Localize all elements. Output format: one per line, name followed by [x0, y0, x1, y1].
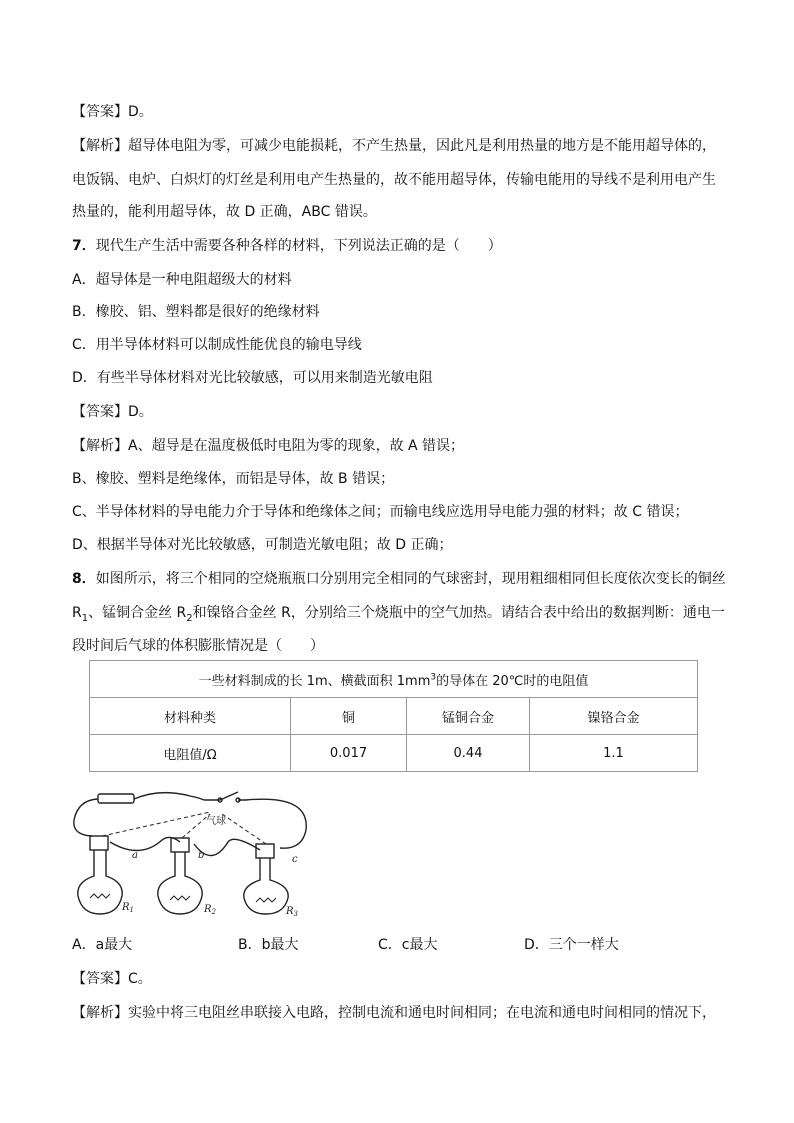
q7-option-a: A．超导体是一种电阻超级大的材料: [72, 272, 292, 288]
balloon-label: 气球: [206, 816, 226, 827]
q7-analysis-1: 【解析】A、超导是在温度极低时电阻为零的现象，故 A 错误；: [72, 438, 465, 454]
table-header-cell: 镍铬合金: [530, 698, 698, 735]
table-caption-a: 一些材料制成的长 1m、横截面积 1mm: [198, 673, 431, 689]
flask-2: [158, 850, 205, 914]
label-r3: $R_3$: [286, 906, 298, 918]
label-r2: $R_2$: [204, 904, 216, 916]
table-caption-sup: 3: [430, 672, 437, 683]
question-8-text-2b: 、锰铜合金丝 R: [88, 605, 187, 621]
flask-1: [78, 850, 122, 914]
analysis-line-1b: 电饭锅、电炉、白炽灯的灯丝是利用电产生热量的，故不能用超导体，传输电能用的导线不是利用电产生: [72, 172, 716, 188]
table-cell: 0.017: [291, 735, 407, 772]
balloon-1: [90, 836, 108, 850]
analysis-line-1c: 热量的，能利用超导体，故 D 正确，ABC 错误。: [72, 204, 377, 220]
pointer-line: [222, 814, 266, 844]
table-header-cell: 材料种类: [90, 698, 291, 735]
wire-a: [110, 837, 180, 850]
question-7-number: 7．: [72, 238, 96, 254]
r2-subscript: 2: [186, 612, 193, 624]
pointer-line: [102, 812, 210, 836]
q7-option-c: C．用半导体材料可以制成性能优良的输电导线: [72, 337, 362, 353]
label-a: a: [132, 850, 138, 861]
battery-icon: [98, 794, 134, 803]
wire: [74, 799, 98, 836]
table-caption-b: 的导体在 20℃时的电阻值: [436, 673, 589, 689]
q7-option-b: B．橡胶、铝、塑料都是很好的绝缘材料: [72, 304, 320, 320]
question-7-stem: [72, 236, 502, 256]
wire: [134, 793, 204, 800]
question-8-text-1: 如图所示，将三个相同的空烧瓶瓶口分别用完全相同的气球密封，现用粗细相同但长度依次变长的铜丝: [95, 571, 726, 587]
resistor-coil-1: [90, 894, 110, 898]
question-8-stem-1: [72, 569, 726, 589]
table-cell: 1.1: [530, 735, 698, 772]
label-c: c: [292, 854, 298, 865]
table-header-cell: 铜: [291, 698, 407, 735]
resistor-coil-2: [170, 896, 190, 900]
q8-option-b: B．b最大: [238, 937, 299, 953]
label-r1: $R_1$: [122, 902, 134, 914]
q7-analysis-2: B、橡胶、塑料是绝缘体，而铝是导体，故 B 错误；: [72, 471, 395, 487]
q7-analysis-3: C、半导体材料的导电能力介于导体和绝缘体之间；而输电线应选用导电能力强的材料；故 C 错误；: [72, 504, 689, 520]
q8-option-d: D．三个一样大: [524, 937, 619, 953]
q7-analysis-4: D、根据半导体对光比较敏感，可制造光敏电阻；故 D 正确；: [72, 537, 453, 553]
resistor-coil-3: [256, 898, 276, 902]
q7-option-d: D．有些半导体材料对光比较敏感，可以用来制造光敏电阻: [72, 370, 433, 386]
question-8-stem-2: [72, 603, 725, 629]
table-row: [90, 735, 698, 772]
resistance-table: [89, 660, 698, 772]
question-7-text: 现代生产生活中需要各种各样的材料，下列说法正确的是（ ）: [95, 238, 502, 254]
table-caption-row: [90, 661, 698, 698]
circuit-figure: [70, 790, 320, 920]
flask-3: [244, 858, 288, 914]
table-header-row: [90, 698, 698, 735]
question-8-number: 8．: [72, 571, 96, 587]
table-caption: [90, 661, 698, 698]
q8-option-c: C．c最大: [378, 937, 438, 953]
table-cell: 电阻值/Ω: [90, 735, 291, 772]
wire: [246, 799, 306, 848]
question-8-stem-3: 段时间后气球的体积膨胀情况是（ ）: [72, 638, 324, 654]
balloon-3: [256, 844, 274, 858]
q8-option-a: A．a最大: [72, 937, 133, 953]
q8-answer: 【答案】C。: [72, 971, 152, 987]
label-b: b: [198, 850, 205, 861]
analysis-line-1a: 【解析】超导体电阻为零，可减少电能损耗，不产生热量，因此凡是利用热量的地方是不能用超导体的，: [72, 138, 716, 154]
table-cell: 0.44: [407, 735, 530, 772]
q8-analysis-1: 【解析】实验中将三电阻丝串联接入电路，控制电流和通电时间相同；在电流和通电时间相同的情况下，: [72, 1005, 716, 1021]
r1-subscript: 1: [81, 612, 89, 624]
table-header-cell: 锰铜合金: [407, 698, 530, 735]
answer-line-1: 【答案】D。: [72, 104, 153, 120]
balloon-2: [171, 838, 189, 852]
q7-answer: 【答案】D。: [72, 404, 153, 420]
r1-symbol: R: [72, 605, 82, 621]
question-8-text-2c: 和镍铬合金丝 R，分别给三个烧瓶中的空气加热。请结合表中给出的数据判断：通电一: [192, 605, 725, 621]
